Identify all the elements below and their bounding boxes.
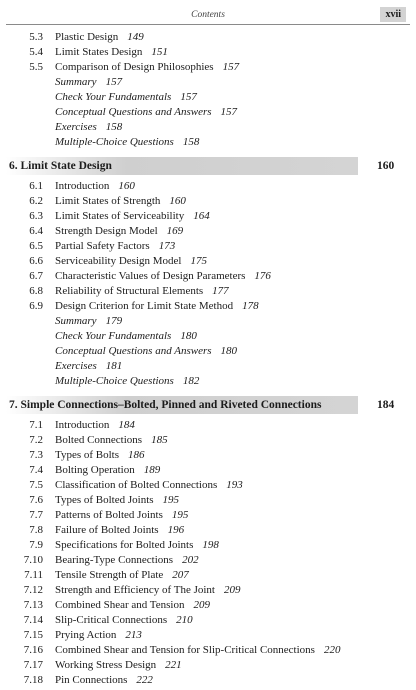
- section-title-group: [55, 493, 179, 508]
- section-title-group: [55, 239, 175, 254]
- section-page-number: 160: [118, 180, 135, 192]
- section-page-number: 207: [172, 569, 189, 581]
- section-title: Summary: [55, 315, 97, 327]
- section-page-number: 198: [202, 539, 219, 551]
- section-number: 7.9: [29, 539, 43, 551]
- section-page-number: 189: [143, 464, 161, 476]
- toc-section-item[interactable]: [0, 658, 416, 673]
- section-title-group: [55, 673, 153, 688]
- toc-end-matter-item[interactable]: [0, 135, 416, 150]
- toc-end-matter-item[interactable]: [0, 75, 416, 90]
- section-page-number: 182: [182, 375, 200, 387]
- section-title-group: [55, 254, 207, 269]
- section-number: 6.2: [29, 195, 43, 207]
- chapter-6-title: 6. Limit State Design: [9, 160, 112, 172]
- toc-section-item[interactable]: [0, 448, 416, 463]
- toc-section-item[interactable]: [0, 538, 416, 553]
- section-title: Tensile Strength of Plate: [55, 569, 164, 581]
- toc-end-matter-item[interactable]: [0, 359, 416, 374]
- section-title-group: [55, 224, 183, 239]
- section-title-group: [55, 30, 144, 45]
- section-title: Types of Bolts: [55, 449, 120, 461]
- section-title: Serviceability Design Model: [55, 255, 182, 267]
- section-number: 6.4: [29, 225, 43, 237]
- toc-section-item[interactable]: [0, 254, 416, 269]
- section-number: 5.3: [29, 31, 43, 43]
- section-title: Patterns of Bolted Joints: [55, 509, 163, 521]
- section-title: Introduction: [55, 419, 110, 431]
- section-title-group: [55, 538, 219, 553]
- toc-section-item[interactable]: [0, 179, 416, 194]
- section-title-group: [55, 523, 184, 538]
- section-page-number: 184: [118, 419, 135, 431]
- section-number: 7.1: [29, 419, 43, 431]
- section-number: 7.17: [23, 659, 43, 671]
- toc-section-item[interactable]: [0, 418, 416, 433]
- chapter-7-heading[interactable]: [6, 396, 358, 414]
- section-number: 7.3: [29, 449, 43, 461]
- toc-end-matter-item[interactable]: [0, 344, 416, 359]
- toc-section-item[interactable]: [0, 568, 416, 583]
- section-title: Characteristic Values of Design Parameters: [55, 270, 246, 282]
- chapter-7-heading-row: [0, 396, 416, 414]
- section-title-group: [55, 553, 199, 568]
- section-page-number: 185: [151, 434, 168, 446]
- section-page-number: 181: [105, 360, 123, 372]
- section-title: Introduction: [55, 180, 110, 192]
- section-number: 6.9: [29, 300, 43, 312]
- toc-end-matter-item[interactable]: [0, 120, 416, 135]
- toc-section-item[interactable]: [0, 523, 416, 538]
- section-title-group: [55, 344, 237, 359]
- section-title-group: [55, 45, 168, 60]
- section-page-number: 196: [167, 524, 185, 536]
- section-page-number: 195: [171, 509, 189, 521]
- section-title: Types of Bolted Joints: [55, 494, 154, 506]
- section-number: 7.12: [23, 584, 43, 596]
- section-title: Summary: [55, 76, 97, 88]
- section-title-group: [55, 478, 243, 493]
- section-page-number: 222: [136, 674, 153, 686]
- section-title: Limit States Design: [55, 46, 143, 58]
- section-title: Multiple-Choice Questions: [55, 136, 174, 148]
- section-title-group: [55, 583, 240, 598]
- section-title: Comparison of Design Philosophies: [55, 61, 214, 73]
- section-page-number: 157: [180, 91, 197, 103]
- section-title-group: [55, 194, 186, 209]
- toc-section-item[interactable]: [0, 508, 416, 523]
- section-title: Combined Shear and Tension for Slip-Critical Connections: [55, 644, 315, 656]
- section-number: 7.16: [23, 644, 43, 656]
- section-number: 7.8: [29, 524, 43, 536]
- section-title: Classification of Bolted Connections: [55, 479, 218, 491]
- section-title-group: [55, 448, 145, 463]
- section-page-number: 221: [165, 659, 182, 671]
- toc-section-item[interactable]: [0, 613, 416, 628]
- chapter-6-heading[interactable]: [6, 157, 358, 175]
- section-number: 6.8: [29, 285, 43, 297]
- toc-section-item[interactable]: [0, 239, 416, 254]
- section-title: Combined Shear and Tension: [55, 599, 185, 611]
- chapter-6-page: 160: [377, 160, 395, 172]
- toc-end-matter-item[interactable]: [0, 374, 416, 389]
- toc-section-item[interactable]: [0, 463, 416, 478]
- section-title: Reliability of Structural Elements: [55, 285, 204, 297]
- chapter-7-title: 7. Simple Connections–Bolted, Pinned and Riveted Connections: [9, 399, 322, 411]
- section-page-number: 179: [105, 315, 123, 327]
- section-page-number: 160: [169, 195, 186, 207]
- page-header: [0, 0, 416, 24]
- section-number: 7.7: [29, 509, 43, 521]
- toc-section-item[interactable]: [0, 45, 416, 60]
- section-title: Bolting Operation: [55, 464, 135, 476]
- section-title: Check Your Fundamentals: [55, 330, 172, 342]
- toc-section-item[interactable]: [0, 224, 416, 239]
- section-title-group: [55, 179, 135, 194]
- section-title: Bolted Connections: [55, 434, 143, 446]
- section-title-group: [55, 209, 210, 224]
- section-page-number: 209: [223, 584, 241, 596]
- section-number: 7.4: [29, 464, 43, 476]
- section-number: 7.2: [29, 434, 43, 446]
- toc-section-item[interactable]: [0, 209, 416, 224]
- toc-section-item[interactable]: [0, 493, 416, 508]
- section-title: Conceptual Questions and Answers: [55, 345, 212, 357]
- section-number: 7.6: [29, 494, 43, 506]
- section-5-list: [0, 30, 416, 150]
- toc-section-item[interactable]: [0, 60, 416, 75]
- section-title-group: [55, 508, 188, 523]
- section-page-number: 164: [193, 210, 210, 222]
- section-title-group: [55, 568, 189, 583]
- table-of-contents: [0, 30, 416, 688]
- section-number: 6.5: [29, 240, 43, 252]
- toc-section-item[interactable]: [0, 643, 416, 658]
- section-number: 6.6: [29, 255, 43, 267]
- section-number: 7.5: [29, 479, 43, 491]
- toc-section-item[interactable]: [0, 284, 416, 299]
- section-number: 5.4: [29, 46, 43, 58]
- section-title: Exercises: [55, 360, 97, 372]
- section-page-number: 151: [151, 46, 168, 58]
- toc-end-matter-item[interactable]: [0, 105, 416, 120]
- toc-section-item[interactable]: [0, 583, 416, 598]
- section-title-group: [55, 613, 193, 628]
- section-title: Limit States of Strength: [55, 195, 161, 207]
- section-title-group: [55, 299, 259, 314]
- toc-section-item[interactable]: [0, 30, 416, 45]
- section-page-number: 158: [182, 136, 200, 148]
- section-number: 7.15: [23, 629, 43, 641]
- section-title: Strength and Efficiency of The Joint: [55, 584, 215, 596]
- toc-end-matter-item[interactable]: [0, 329, 416, 344]
- section-title-group: [55, 658, 182, 673]
- toc-section-item[interactable]: [0, 553, 416, 568]
- section-title: Bearing-Type Connections: [55, 554, 174, 566]
- section-title-group: [55, 284, 229, 299]
- section-title-group: [55, 329, 197, 344]
- section-title-group: [55, 135, 199, 150]
- section-page-number: 202: [182, 554, 199, 566]
- section-title: Prying Action: [55, 629, 117, 641]
- section-page-number: 157: [105, 76, 123, 88]
- toc-section-item[interactable]: [0, 194, 416, 209]
- header-divider: [6, 24, 410, 25]
- section-page-number: 178: [242, 300, 259, 312]
- section-title-group: [55, 628, 142, 643]
- section-title: Failure of Bolted Joints: [55, 524, 159, 536]
- toc-section-item[interactable]: [0, 628, 416, 643]
- section-number: 7.18: [23, 674, 43, 686]
- section-number: 7.14: [23, 614, 43, 626]
- running-header-title: Contents: [191, 10, 225, 20]
- section-page-number: 173: [158, 240, 176, 252]
- section-page-number: 157: [222, 61, 240, 73]
- chapter-6-heading-row: [0, 157, 416, 175]
- section-title-group: [55, 120, 122, 135]
- section-title: Check Your Fundamentals: [55, 91, 172, 103]
- page-number-badge: xvii: [380, 7, 406, 22]
- section-page-number: 195: [162, 494, 180, 506]
- section-page-number: 180: [220, 345, 238, 357]
- section-page-number: 220: [323, 644, 341, 656]
- section-page-number: 213: [125, 629, 142, 641]
- toc-section-item[interactable]: [0, 433, 416, 448]
- section-title: Exercises: [55, 121, 97, 133]
- section-number: 6.7: [29, 270, 43, 282]
- section-number: 5.5: [29, 61, 43, 73]
- section-title-group: [55, 598, 210, 613]
- section-title-group: [55, 90, 197, 105]
- section-title-group: [55, 105, 237, 120]
- section-number: 7.13: [23, 599, 43, 611]
- toc-section-item[interactable]: [0, 478, 416, 493]
- toc-section-item[interactable]: [0, 673, 416, 688]
- section-page-number: 176: [254, 270, 271, 282]
- section-title: Conceptual Questions and Answers: [55, 106, 212, 118]
- section-title-group: [55, 60, 239, 75]
- chapter-7-page: 184: [377, 399, 395, 411]
- section-title: Design Criterion for Limit State Method: [55, 300, 234, 312]
- section-title: Limit States of Serviceability: [55, 210, 185, 222]
- section-title: Specifications for Bolted Joints: [55, 539, 194, 551]
- section-number: 7.11: [24, 569, 43, 581]
- section-title: Pin Connections: [55, 674, 128, 686]
- section-page-number: 180: [180, 330, 197, 342]
- section-page-number: 209: [193, 599, 210, 611]
- section-title-group: [55, 643, 340, 658]
- section-page-number: 158: [105, 121, 123, 133]
- section-title-group: [55, 374, 199, 389]
- toc-section-item[interactable]: [0, 299, 416, 314]
- section-title-group: [55, 314, 122, 329]
- section-title: Partial Safety Factors: [55, 240, 150, 252]
- section-page-number: 186: [128, 449, 145, 461]
- toc-end-matter-item[interactable]: [0, 90, 416, 105]
- section-title: Slip-Critical Connections: [55, 614, 168, 626]
- section-page-number: 149: [127, 31, 144, 43]
- section-title-group: [55, 75, 122, 90]
- section-number: 6.1: [29, 180, 43, 192]
- toc-section-item[interactable]: [0, 269, 416, 284]
- section-page-number: 193: [226, 479, 243, 491]
- section-title: Strength Design Model: [55, 225, 158, 237]
- section-title-group: [55, 418, 135, 433]
- chapter-6-list: [0, 179, 416, 389]
- section-title: Working Stress Design: [55, 659, 157, 671]
- section-title: Multiple-Choice Questions: [55, 375, 174, 387]
- section-page-number: 157: [220, 106, 238, 118]
- section-page-number: 177: [212, 285, 229, 297]
- toc-section-item[interactable]: [0, 598, 416, 613]
- section-page-number: 210: [176, 614, 193, 626]
- section-number: 6.3: [29, 210, 43, 222]
- section-title-group: [55, 463, 160, 478]
- section-page-number: 169: [166, 225, 184, 237]
- section-title-group: [55, 359, 122, 374]
- section-title-group: [55, 269, 271, 284]
- toc-end-matter-item[interactable]: [0, 314, 416, 329]
- section-title: Plastic Design: [55, 31, 119, 43]
- section-number: 7.10: [23, 554, 43, 566]
- section-page-number: 175: [190, 255, 207, 267]
- chapter-7-list: [0, 418, 416, 688]
- section-title-group: [55, 433, 168, 448]
